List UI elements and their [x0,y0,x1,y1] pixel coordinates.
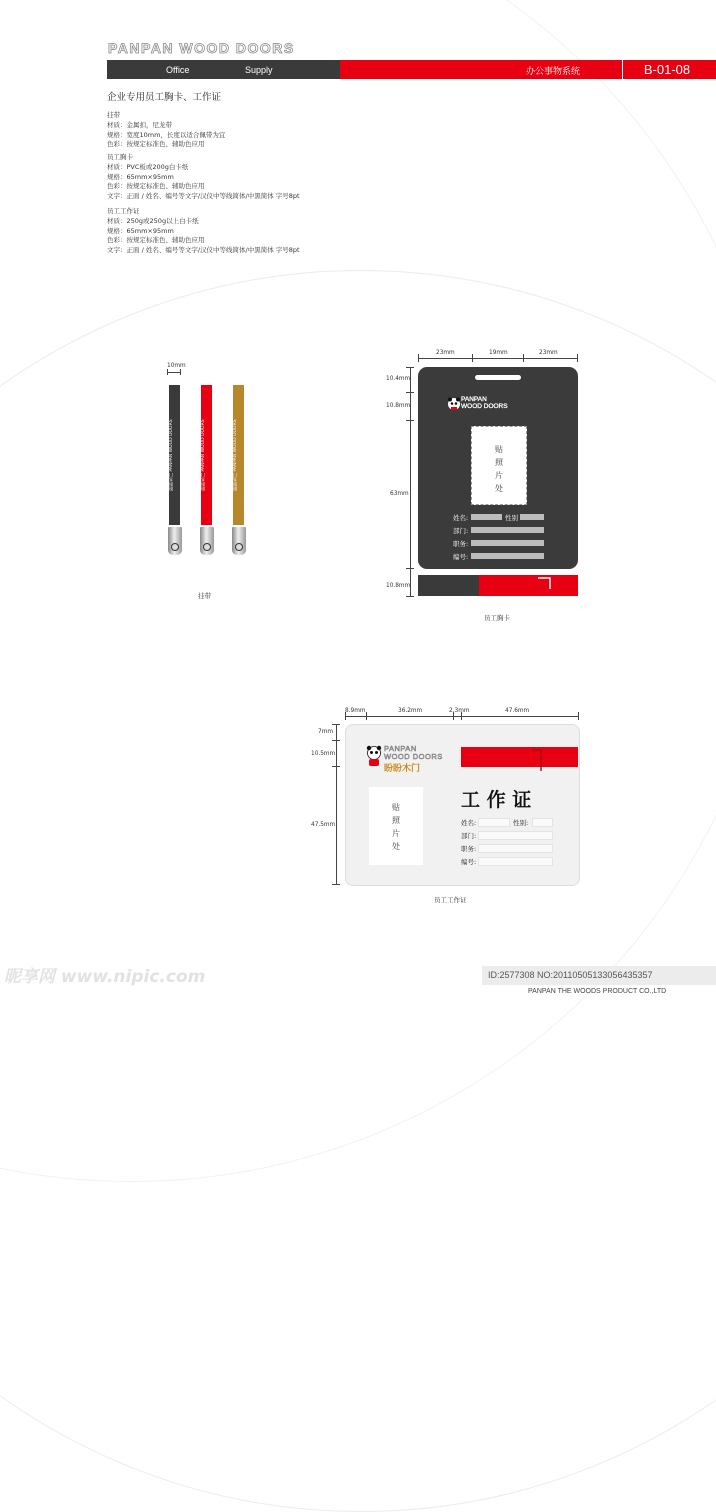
id-red-band [461,747,578,767]
header-bar-dark [107,60,340,79]
dimension-line [418,358,578,359]
dim-label: 7mm [318,729,333,735]
photo-area [369,787,423,865]
dimension-tick [167,369,168,375]
lanyard-strap-gold [233,385,244,525]
photo-char: 片 [495,471,503,480]
dim-label: 47.5mm [311,822,336,828]
dim-label: 10.8mm [386,403,411,409]
dim-label: 2.3mm [449,708,470,714]
work-id-card [345,724,580,886]
dimension-line [336,724,337,884]
lanyard-caption: 挂带 [198,592,211,600]
lanyard-strap-dark [169,385,180,525]
header-system: 办公事物系统 [526,67,581,77]
dimension-line [167,372,181,373]
flag-mark-icon [538,576,554,590]
field-gender-label: 性别 [505,514,518,522]
id-field-number-bar [478,857,553,866]
dim-label: 23mm [539,350,558,356]
spec-line: 材质：PVC板或200g白卡纸 [107,162,189,171]
dimension-tick [406,392,414,393]
spec-line: 材质：250g或250g以上白卡纸 [107,216,199,225]
spec-line: 文字：正面 / 姓名、编号等文字/汉仪中等线简体/中黑简体 字号8pt [107,246,300,255]
card-slot [475,375,521,380]
id-field-name-label: 姓名: [461,819,477,827]
header-office: Office [166,65,190,75]
dimension-tick [406,420,414,421]
photo-char: 照 [392,816,400,825]
dimension-tick [406,596,414,597]
photo-char: 贴 [495,445,503,454]
dim-label: 19mm [489,350,508,356]
spec-line: 规格：宽度10mm，长度以适合佩带为宜 [107,130,226,139]
id-field-dept-label: 部门: [461,832,477,840]
field-duty-bar [471,540,544,546]
field-name-bar [471,514,502,520]
spec-line: 色彩：按规定标准色、辅助色应用 [107,182,205,191]
page-code: B-01-08 [622,60,711,79]
panda-logo-icon [447,397,461,411]
dimension-tick [332,766,340,767]
dimension-tick [366,712,367,720]
dimension-tick [180,369,181,375]
spec-line: 色彩：按规定标准色、辅助色应用 [107,236,205,245]
work-card-title: 工 作 证 [461,789,532,811]
image-id-bar: ID:2577308 NO:20110505133056435357 [482,966,716,985]
chest-card-caption: 员工胸卡 [484,614,510,622]
work-card-caption: 员工工作证 [434,896,467,904]
dim-label: 23mm [436,350,455,356]
spec-line: 规格：65mm×95mm [107,226,174,235]
id-field-number-label: 编号: [461,858,477,866]
clip-ring-icon [171,543,179,551]
metal-clip [232,527,246,555]
id-logo-en [384,745,443,761]
dimension-tick [332,724,340,725]
field-dept-label: 部门: [453,527,469,535]
spec-heading: 员工胸卡 [107,153,133,161]
dimension-tick [472,354,473,362]
clip-ring-icon [235,543,243,551]
id-logo-cn: 盼盼木门 [384,764,421,774]
company-name: PANPAN THE WOODS PRODUCT CO.,LTD [528,988,667,995]
id-field-duty-label: 职务: [461,845,477,853]
dim-label: 36.2mm [398,708,423,714]
dim-label: 10.8mm [386,583,411,589]
page-title: 企业专用员工胸卡、工作证 [107,92,222,103]
dim-label: 8.9mm [345,708,366,714]
dimension-tick [578,712,579,720]
field-number-label: 编号: [453,553,469,561]
brand-title: PANPAN WOOD DOORS [108,40,295,56]
dimension-line [410,367,411,596]
card-logo-text [461,396,508,410]
spec-line: 色彩：按规定标准色、辅助色应用 [107,140,205,149]
chest-card [418,367,578,569]
dimension-tick [332,740,340,741]
photo-area [471,426,527,505]
photo-char: 处 [495,484,503,493]
panda-logo-icon [365,745,383,767]
watermark: 昵享网 www.nipic.com [4,967,206,987]
header-supply: Supply [245,65,273,75]
spec-heading: 员工工作证 [107,207,140,215]
id-field-duty-bar [478,844,553,853]
id-field-name-bar [478,818,510,827]
id-field-gender-label: 性别: [513,819,529,827]
spec-line: 材质：金属扣，尼龙带 [107,120,172,129]
dim-label: 47.6mm [505,708,530,714]
dimension-tick [332,884,340,885]
field-name-label: 姓名: [453,514,469,522]
photo-char: 贴 [392,803,400,812]
logo-line-2: WOOD DOORS [461,403,508,410]
spec-lanyard [107,111,225,150]
dimension-tick [406,367,414,368]
id-field-gender-bar [532,818,553,827]
spec-work-card [107,207,300,256]
lanyard-strap-red [201,385,212,525]
dimension-tick [418,354,419,362]
clip-ring-icon [203,543,211,551]
dim-label: 10.5mm [311,751,336,757]
field-gender-bar [520,514,544,520]
dimension-tick [577,354,578,362]
field-number-bar [471,553,544,559]
metal-clip [168,527,182,555]
photo-char: 照 [495,458,503,467]
photo-char: 片 [392,829,400,838]
spec-line: 规格：65mm×95mm [107,172,174,181]
card-band-dark [418,575,479,596]
dim-label: 63mm [390,491,409,497]
id-field-dept-bar [478,831,553,840]
strap-text: 盼盼木门 PANPAN WOOD DOORS [233,419,238,491]
photo-char: 处 [392,842,400,851]
field-dept-bar [471,527,544,533]
logo-line-2: WOOD DOORS [384,752,443,761]
strap-text: 盼盼木门 PANPAN WOOD DOORS [201,419,206,491]
flag-mark-icon [532,747,546,771]
card-band-red [479,575,578,596]
dim-label: 10.4mm [386,376,411,382]
strap-text: 盼盼木门 PANPAN WOOD DOORS [169,419,174,491]
spec-heading: 挂带 [107,111,120,119]
lanyard-width-label: 10mm [167,363,186,369]
dimension-tick [523,354,524,362]
metal-clip [200,527,214,555]
logo-line-1: PANPAN [461,396,487,403]
logo-line-1: PANPAN [384,744,417,753]
spec-chest-card [107,153,300,202]
field-duty-label: 职务: [453,540,469,548]
dimension-tick [406,568,414,569]
spec-line: 文字：正面 / 姓名、编号等文字/汉仪中等线简体/中黑简体 字号8pt [107,192,300,201]
